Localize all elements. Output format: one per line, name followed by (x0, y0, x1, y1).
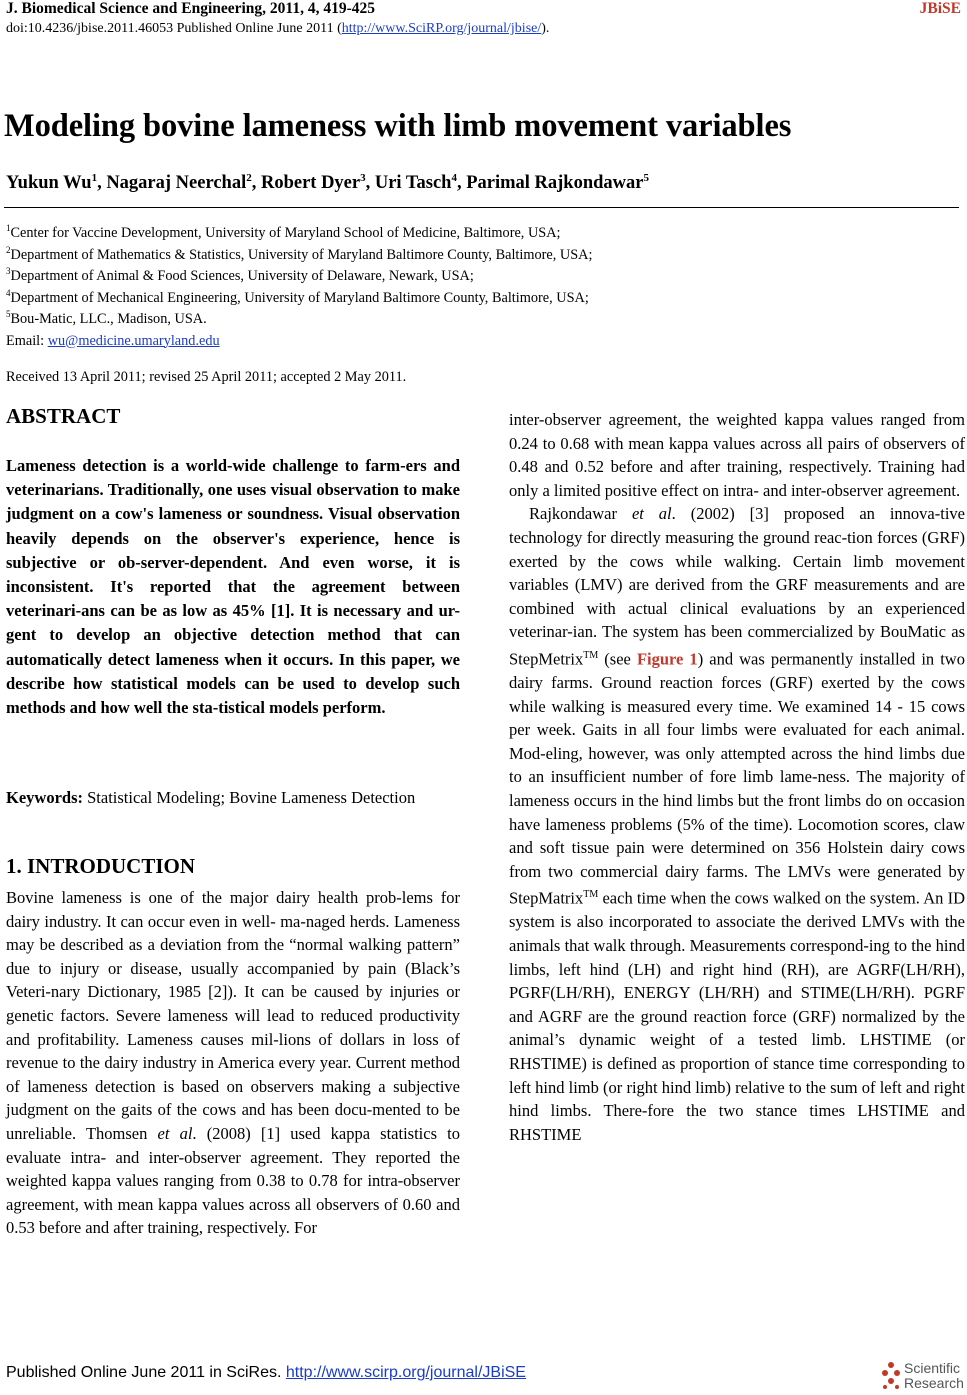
abstract-body: Lameness detection is a world-wide challenge to farm-ers and veterinarians. Traditionally, one uses visual observation to make judgment on a cow's lameness or soundness. Visual observation heavily depends on the observer's experience, hence is subjective or ob-server-dependent. And even worse, it is inconsistent. It's reported that the agreement between veterinari-ans can be as low as 45% [1]. It is necessary and ur-gent to develop an objective detection method that can automatically detect lameness when it occurs. In this paper, we describe how statistical models can be used to develop such methods and how well the sta-tistical models perform. (6, 456, 460, 718)
affiliations (6, 223, 592, 352)
paragraph: inter-observer agreement, the weighted kappa values ranged from 0.24 to 0.68 with mean kappa values across all pairs of observers of 0.48 and 0.52 before and after training, respectively. Training had only a limited positive effect on intra- and inter-observer agreement. (509, 410, 965, 500)
paper-title: Modeling bovine lameness with limb movement variables (4, 108, 792, 144)
affiliation-item (6, 223, 592, 245)
email-link[interactable]: wu@medicine.umaryland.edu (47, 332, 220, 349)
author-sep: , (365, 173, 375, 194)
affiliation-item (6, 288, 592, 310)
affiliation-text: Bou-Matic, LLC., Madison, USA. (10, 311, 207, 327)
author-list (6, 172, 649, 194)
paragraph-text: each time when the cows walked on the system. An ID system is also incorporated to associate the derived LMVs with the animals that walk through. Measurements correspond-ing to the hind limbs, left hind (LH) and right hind (RH), are AGRF(LH/RH), PGRF(LH/RH), ENERGY (LH/RH) and STIME(LH/RH). PGRF and AGRF are the ground reaction force (GRF) normalized by the animal’s dynamic weight of a tested limb. LHSTIME (or RHSTIME) is defined as proportion of stance time corresponding to left hind limb (or right hind limb) relative to the sum of left and right hind limbs. There-fore the two stance times LHSTIME and RHSTIME (509, 888, 965, 1144)
author: Nagaraj Neerchal (106, 173, 247, 194)
paragraph-text: . (2002) [3] proposed an innova-tive technology for directly measuring the ground reac-tion forces (GRF) exerted by the cows while walking. Certain limb movement variables (LMV) are derived from the GRF measurements and are combined with actual clinical evaluations by an experienced veterinar-ian. The system has been commercialized by BouMatic as StepMetrix (509, 504, 965, 669)
keywords-label: Keywords: (6, 788, 83, 807)
author: Uri Tasch (374, 173, 452, 194)
affiliation-item (6, 309, 592, 331)
paragraph-text: Rajkondawar (529, 504, 632, 524)
paragraph (509, 502, 965, 1146)
author-sep: , (456, 173, 467, 194)
intro-text-end: . (2008) [1] used kappa statistics to evaluate intra- and inter-observer agreement. They reported the weighted kappa values ranging from 0.38 to 0.78 for intra-observer agreement, with mean kappa values across all observers of 0.60 and 0.53 before and after training, respectively. For (6, 1123, 460, 1238)
abstract-heading: ABSTRACT (6, 404, 121, 428)
journal-link[interactable]: http://www.SciRP.org/journal/jbise/ (341, 21, 542, 36)
affiliation-item (6, 245, 592, 267)
affiliation-text: Center for Vaccine Development, University of Maryland School of Medicine, Baltimore, USA; (10, 225, 561, 241)
affiliation-sup: 4 (6, 287, 11, 298)
affiliation-text: Department of Animal & Food Sciences, University of Delaware, Newark, USA; (10, 268, 474, 284)
paragraph-text: (see (598, 649, 637, 669)
right-column (509, 408, 965, 1146)
logo-text (904, 1361, 964, 1391)
affiliation-sup: 3 (6, 266, 11, 277)
footer-link[interactable]: http://www.scirp.org/journal/JBiSE (285, 1364, 526, 1381)
author-sup: 3 (360, 172, 366, 184)
author: Yukun Wu (6, 173, 92, 194)
journal-header: J. Biomedical Science and Engineering, 2011, 4, 419-425 (6, 0, 375, 17)
affiliation-sup: 2 (6, 244, 11, 255)
journal-tag: JBiSE (919, 0, 961, 17)
figure-ref-link[interactable]: Figure 1 (636, 649, 698, 669)
author-sep: , (251, 173, 261, 194)
author-sep: , (97, 173, 107, 194)
affiliation-text: Department of Mechanical Engineering, University of Maryland Baltimore County, Baltimore, USA; (10, 289, 589, 306)
paragraph-text: ) and was permanently installed in two dairy farms. Ground reaction forces (GRF) exerted by the cows while walking is measured every time. We examined 14 - 15 cows per week. Gaits in all four limbs were evaluated for each animal. Mod-eling, however, was only attempted across the hind limbs due to an insufficient number of fore limb lame-ness. The majority of lameness occurs in the hind limbs but the front limbs do on occasion have lameness problems (5% of the time). Locomotion scores, claw and soft tissue pain were determined on 356 Holstein dairy cows from two commercial dairy farms. The LMVs were generated by StepMatrix (509, 649, 965, 908)
etal: et al (157, 1123, 193, 1143)
email-line (6, 331, 592, 353)
doi-text: doi:10.4236/jbise.2011.46053 Published Online June 2011 ( (6, 21, 342, 36)
affiliation-sup: 5 (6, 309, 11, 320)
author-sup: 5 (643, 172, 649, 184)
doi-line (6, 20, 549, 37)
email-label: Email: (6, 332, 48, 349)
received-dates: Received 13 April 2011; revised 25 April 2011; accepted 2 May 2011. (6, 369, 407, 385)
intro-text: Bovine lameness is one of the major dairy health prob-lems for dairy industry. It can occur even in well- ma-naged herds. Lameness may be described as a deviation from the “normal walking pattern” due to injury or disease, usually accompanied by pain (Black’s Veteri-nary Dictionary, 1985 [2]). It can be caused by injuries or genetic factors. Severe lameness will lead to reduced productivity and profitability. Lameness causes mil-lions of dollars in loss of revenue to the dairy industry in America every year. Current method of lameness detection is based on observers making a subjective judgment on the gaits of the cows and has been docu-mented to be unreliable. Thomsen (6, 888, 460, 1143)
logo-line: Research (904, 1375, 964, 1391)
etal: et al (631, 504, 672, 524)
title-divider (4, 207, 959, 208)
logo-line: Scientific (904, 1360, 961, 1376)
keywords-text: Statistical Modeling; Bovine Lameness Detection (83, 788, 416, 807)
intro-paragraph (6, 886, 460, 1240)
trademark-sup: TM (583, 649, 599, 661)
scientific-research-logo-icon (880, 1360, 902, 1390)
trademark-sup: TM (583, 889, 599, 901)
section-heading-introduction: 1. INTRODUCTION (6, 854, 196, 878)
doi-suffix: ). (541, 21, 550, 36)
affiliation-text: Department of Mathematics & Statistics, University of Maryland Baltimore County, Baltimore, USA; (10, 246, 593, 263)
keywords (6, 786, 460, 810)
affiliation-sup: 1 (6, 223, 11, 234)
author-sup: 2 (246, 172, 252, 184)
author-sup: 4 (451, 172, 457, 184)
affiliation-item (6, 266, 592, 288)
scientific-research-logo (880, 1360, 966, 1392)
footer-text: Published Online June 2011 in SciRes. (6, 1364, 286, 1381)
author: Parimal Rajkondawar (466, 173, 644, 194)
author-sup: 1 (91, 172, 98, 184)
author: Robert Dyer (260, 173, 361, 194)
footer (6, 1364, 526, 1382)
